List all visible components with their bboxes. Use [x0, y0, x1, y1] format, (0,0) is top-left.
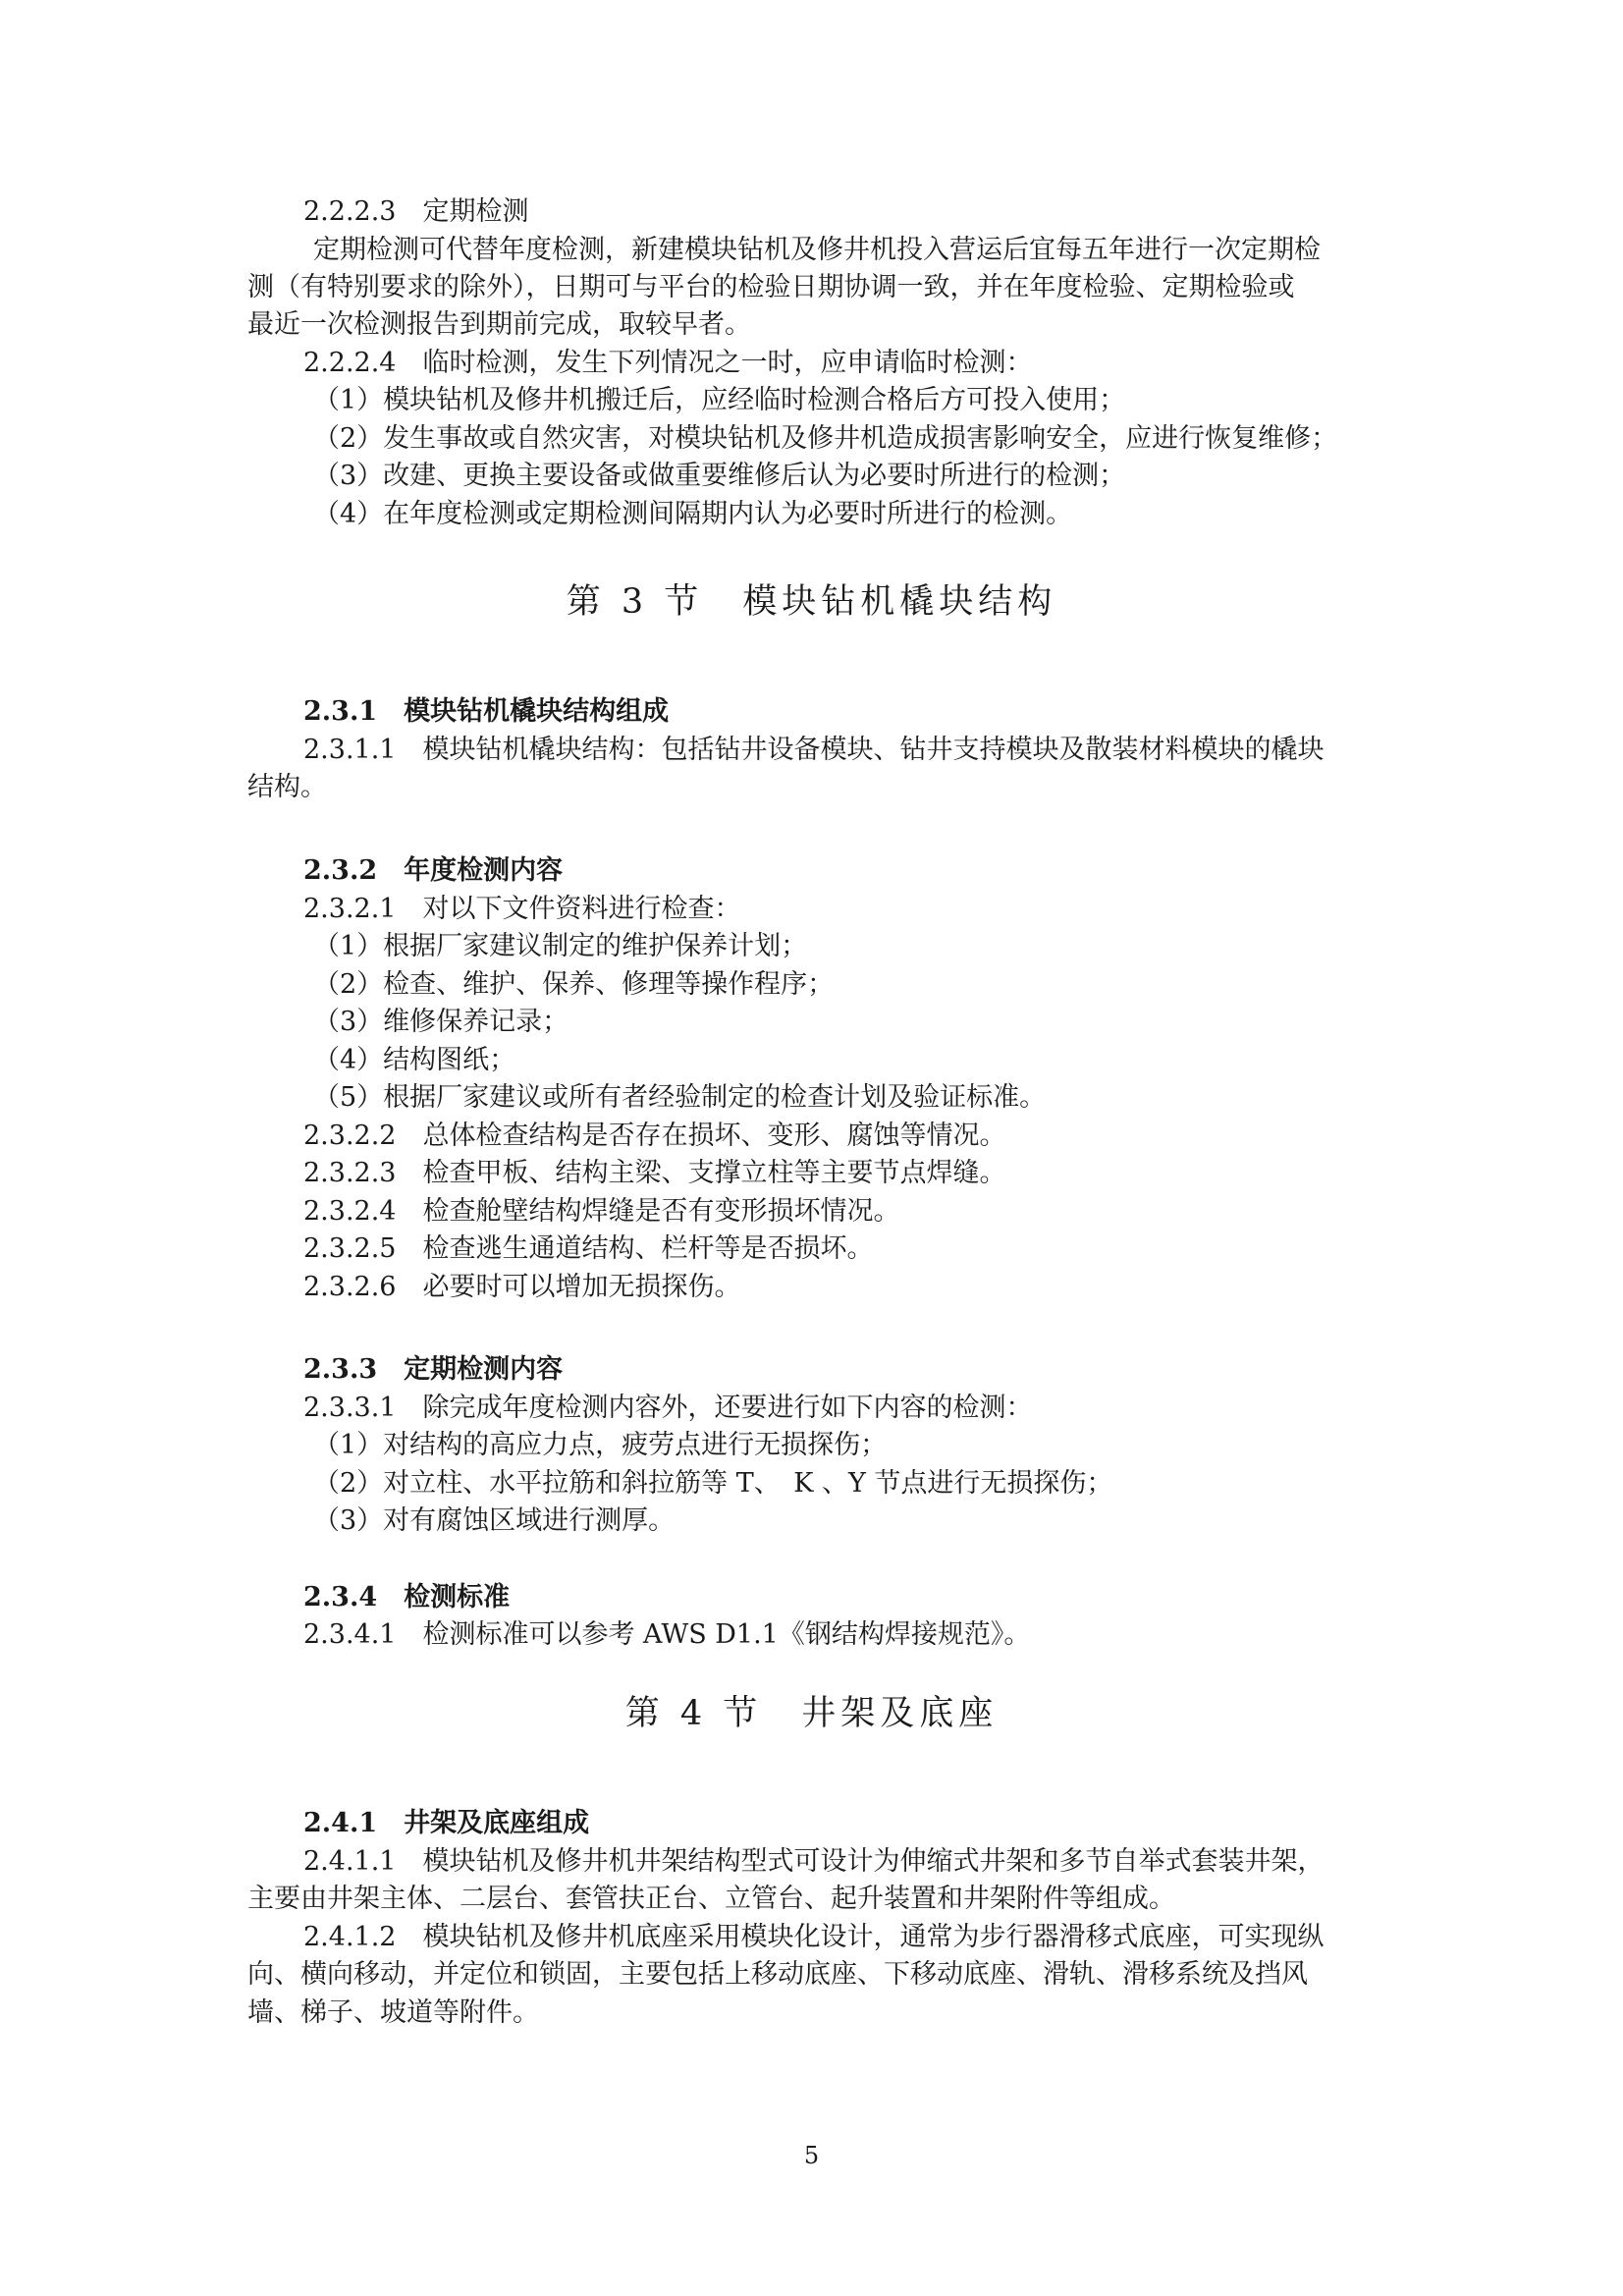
clause-2-4-1-2: 2.4.1.2 模块钻机及修井机底座采用模块化设计，通常为步行器滑移式底座，可实现纵	[303, 1922, 1325, 1952]
list-item: （4）结构图纸；	[313, 1045, 516, 1075]
subsection-heading-2-3-2: 2.3.2 年度检测内容	[303, 855, 564, 886]
subsection-heading-2-3-1: 2.3.1 模块钻机橇块结构组成	[303, 696, 670, 727]
subsection-heading-2-3-3: 2.3.3 定期检测内容	[303, 1354, 564, 1385]
list-item: （5）根据厂家建议或所有者经验制定的检查计划及验证标准。	[313, 1082, 1047, 1113]
list-item: （1）根据厂家建议制定的维护保养计划；	[313, 931, 808, 961]
section-4-heading: 第 4 节 井架及底座	[624, 1694, 999, 1733]
list-item: （1）模块钻机及修井机搬迁后，应经临时检测合格后方可投入使用；	[313, 385, 1126, 415]
list-item: （3）改建、更换主要设备或做重要维修后认为必要时所进行的检测；	[313, 461, 1126, 491]
list-item: （3）对有腐蚀区域进行测厚。	[313, 1505, 676, 1536]
clause-2-2-2-4: 2.2.2.4 临时检测，发生下列情况之一时，应申请临时检测：	[303, 348, 1033, 378]
paragraph-line: 向、横向移动，并定位和锁固，主要包括上移动底座、下移动底座、滑轨、滑移系统及挡风	[247, 1959, 1308, 1990]
list-item: （2）发生事故或自然灾害，对模块钻机及修井机造成损害影响安全，应进行恢复维修；	[313, 423, 1338, 454]
clause-2-3-2-2: 2.3.2.2 总体检查结构是否存在损坏、变形、腐蚀等情况。	[303, 1121, 1006, 1151]
list-item: （2）检查、维护、保养、修理等操作程序；	[313, 969, 835, 1000]
paragraph-line: 墙、梯子、坡道等附件。	[247, 1997, 539, 2028]
list-item: （1）对结构的高应力点，疲劳点进行无损探伤；	[313, 1430, 888, 1460]
section-3-heading: 第 3 节 模块钻机橇块结构	[566, 582, 1057, 622]
paragraph-line: 最近一次检测报告到期前完成，取较早者。	[247, 309, 751, 340]
paragraph-line: 结构。	[247, 772, 327, 802]
clause-2-3-2-5: 2.3.2.5 检查逃生通道结构、栏杆等是否损坏。	[303, 1233, 874, 1264]
page-number: 5	[803, 2142, 820, 2169]
paragraph-line: 定期检测可代替年度检测，新建模块钻机及修井机投入营运后宜每五年进行一次定期检	[313, 235, 1321, 265]
subsection-heading-2-4-1: 2.4.1 井架及底座组成	[303, 1808, 590, 1838]
clause-2-3-3-1: 2.3.3.1 除完成年度检测内容外，还要进行如下内容的检测：	[303, 1393, 1033, 1423]
list-item: （3）维修保养记录；	[313, 1007, 569, 1037]
clause-2-3-1-1: 2.3.1.1 模块钻机橇块结构：包括钻井设备模块、钻井支持模块及散装材料模块的橇块	[303, 735, 1325, 765]
clause-2-4-1-1: 2.4.1.1 模块钻机及修井机井架结构型式可设计为伸缩式井架和多节自举式套装井架，	[303, 1846, 1325, 1877]
subsection-heading-2-3-4: 2.3.4 检测标准	[303, 1582, 511, 1613]
clause-2-3-4-1: 2.3.4.1 检测标准可以参考 AWS D1.1《钢结构焊接规范》。	[303, 1619, 1031, 1650]
list-item: （2）对立柱、水平拉筋和斜拉筋等 T、 K 、Y 节点进行无损探伤；	[313, 1468, 1113, 1499]
clause-heading-2-2-2-3: 2.2.2.3 定期检测	[303, 196, 529, 227]
clause-2-3-2-3: 2.3.2.3 检查甲板、结构主梁、支撑立柱等主要节点焊缝。	[303, 1158, 1006, 1188]
clause-2-3-2-6: 2.3.2.6 必要时可以增加无损探伤。	[303, 1272, 741, 1302]
clause-2-3-2-4: 2.3.2.4 检查舱壁结构焊缝是否有变形损坏情况。	[303, 1196, 900, 1227]
paragraph-line: 测（有特别要求的除外），日期可与平台的检验日期协调一致，并在年度检验、定期检验或	[247, 272, 1295, 302]
clause-2-3-2-1: 2.3.2.1 对以下文件资料进行检查：	[303, 894, 741, 924]
paragraph-line: 主要由井架主体、二层台、套管扶正台、立管台、起升装置和井架附件等组成。	[247, 1884, 1175, 1914]
list-item: （4）在年度检测或定期检测间隔期内认为必要时所进行的检测。	[313, 499, 1073, 529]
